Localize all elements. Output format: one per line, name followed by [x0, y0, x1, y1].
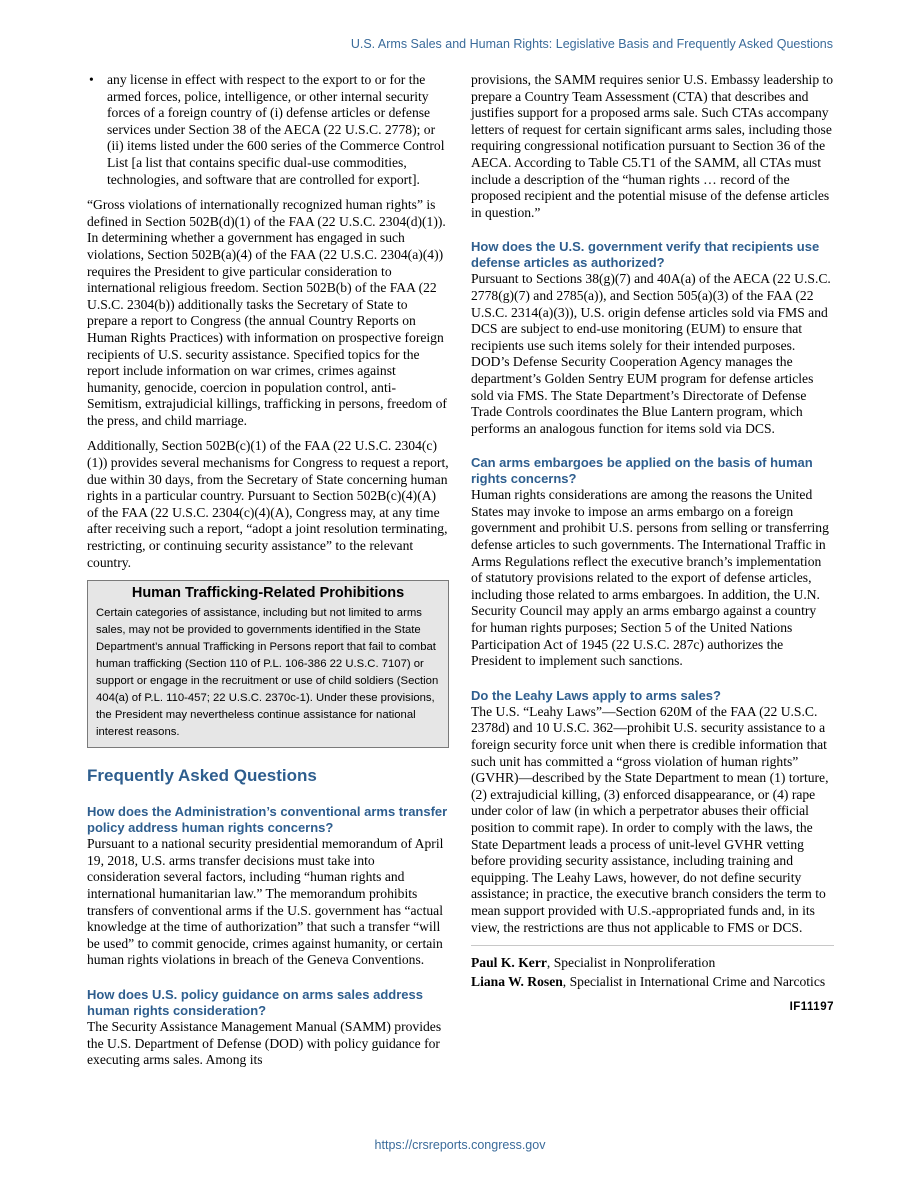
bullet-text: any license in effect with respect to the export to or for the armed forces, police, intelligence, or other internal security forces of a foreign country of (i) defense articles or defense services under Section 38 of the AECA (22 U.S.C. 2778); or (ii) items listed under the 600 series of the Commerce Control List [a list that contains specific dual-use commodities, technologies, and software that are controlled for export]. — [107, 72, 445, 187]
trafficking-sidebar-box — [87, 580, 449, 748]
answer-paragraph: The U.S. “Leahy Laws”—Section 620M of the FAA (22 U.S.C. 2378d) and 10 U.S.C. 362—prohibit U.S. security assistance to a foreign security force unit when there is credible information that such unit has committed a “gross violation of human rights” (GVHR)—described by the State Department to mean (1) torture, (2) extrajudicial killing, (3) enforced disappearance, or (4) rape under color of law (in which a perpetrator abuses their official position to commit rape). In order to comply with the laws, the State Department leads a process of unit-level GVHR vetting before providing security assistance, including training and equipping. The Leahy Laws, however, do not define security assistance; in practice, the executive branch considers the term to mean support provided with U.S.-appropriated funds and, in its view, the restrictions are thus not applicable to FMS or DCS. — [471, 703, 829, 935]
question-heading: How does U.S. policy guidance on arms sales address human rights consideration? — [87, 986, 423, 1018]
question-heading: How does the U.S. government verify that recipients use defense articles as authorized? — [471, 239, 820, 271]
bullet-item — [87, 72, 449, 188]
answer-paragraph: The Security Assistance Management Manual (SAMM) provides the U.S. Department of Defense (DOD) with policy guidance for executing arms sales. Among its — [87, 1018, 442, 1068]
author-title: , Specialist in Nonproliferation — [546, 955, 716, 971]
author-name: Paul K. Kerr — [471, 955, 547, 971]
paragraph-report-mechanisms: Additionally, Section 502B(c)(1) of the FAA (22 U.S.C. 2304(c)(1)) provides several mechanisms for Congress to request a report, due within 30 days, from the Secretary of State concerning human rights in a particular country. Pursuant to Section 502B(c)(4)(A) of the FAA (22 U.S.C. 2304(c)(4)(A), Congress may, at any time after receiving such a report, “adopt a joint resolution terminating, restricting, or continuing security assistance” to the relevant country. — [87, 438, 449, 570]
running-header: U.S. Arms Sales and Human Rights: Legislative Basis and Frequently Asked Questions — [350, 37, 833, 51]
answer-paragraph: Pursuant to a national security presidential memorandum of April 19, 2018, U.S. arms transfer decisions must take into consideration several factors, including “human rights and international humanitarian law.” The memorandum prohibits transfers of conventional arms if the U.S. government has “actual knowledge at the time of authorization” that such a transfer “will be used” to commit genocide, crimes against humanity, or certain human rights violations in breach of the Geneva Conventions. — [87, 836, 444, 968]
answer-paragraph: Pursuant to Sections 38(g)(7) and 40A(a) of the AECA (22 U.S.C. 2778(g)(7) and 2785(a)), and Section 505(a)(3) of the FAA (22 U.S.C. 2314(a)(3)), U.S. origin defense articles sold via FMS and DCS are subject to end-use monitoring (EUM) to ensure that recipients use such items solely for their intended purposes. DOD’s Defense Security Cooperation Agency manages the department’s Golden Sentry EUM program for defense articles sold via FMS. The State Department’s Directorate of Defense Trade Controls coordinates the Blue Lantern program, which performs an analogous function for items sold via DCS. — [471, 271, 831, 436]
question-heading: Do the Leahy Laws apply to arms sales? — [471, 687, 721, 703]
box-title: Human Trafficking-Related Prohibitions — [131, 585, 405, 602]
question-heading: How does the Administration’s conventional arms transfer policy address human rights concerns? — [87, 804, 448, 836]
bullet-dot-icon: • — [89, 72, 94, 87]
left-column — [87, 72, 449, 1078]
author-name: Liana W. Rosen — [471, 973, 563, 989]
answer-paragraph: Human rights considerations are among the reasons the United States may invoke to impose an arms embargo on a foreign government and prohibit U.S. persons from selling or transferring defense articles to such governments. The International Traffic in Arms Regulations reflect the executive branch’s implementation of statutory provisions related to the export of defense articles, including those related to arms embargoes. In addition, the U.N. Security Council may apply an arms embargo against a country for human rights purposes; Section 5 of the United Nations Participation Act of 1945 (22 U.S.C. 287c) authorizes the President to implement such sanctions. — [471, 487, 829, 669]
author-divider — [471, 945, 834, 946]
footer-url-link[interactable]: https://crsreports.congress.gov — [374, 1138, 546, 1152]
author-line — [471, 955, 834, 972]
author-line — [471, 974, 834, 991]
question-heading: Can arms embargoes be applied on the basis of human rights concerns? — [471, 455, 813, 487]
author-title: , Specialist in International Crime and Narcotics — [562, 973, 826, 989]
document-id: IF11197 — [789, 1001, 834, 1014]
box-body: Certain categories of assistance, including but not limited to arms sales, may not be provided to governments identified in the State Department’s annual Trafficking in Persons report that fail to combat human trafficking (Section 110 of P.L. 106-386 22 U.S.C. 7107) or support or engage in the recruitment or use of child soldiers (Section 404(a) of P.L. 110-457; 22 U.S.C. 2370c-1). Under these provisions, the President may nevertheless continue assistance for national interest reasons. — [96, 607, 439, 739]
continued-paragraph: provisions, the SAMM requires senior U.S. Embassy leadership to prepare a Country Team Assessment (CTA) that describes and justifies support for a proposed arms sale. Such CTAs accompany letters of request for certain significant arms sales, including those requiring congressional notification pursuant to Section 36 of the AECA. According to Table C5.T1 of the SAMM, all CTAs must include a description of the “human rights … record of the proposed recipient and the potential misuse of the defense articles in question.” — [471, 72, 834, 220]
paragraph-gross-violations: “Gross violations of internationally recognized human rights” is defined in Section 502B(d)(1) of the FAA (22 U.S.C. 2304(d)(1)). In determining whether a government has engaged in such violations, Section 502B(a)(4) of the FAA (22 U.S.C. 2304(a)(4)) requires the President to give particular consideration to international religious freedom. Section 502B(b) of the FAA (22 U.S.C. 2304(b)) additionally tasks the Secretary of State to prepare a report to Congress (the annual Country Reports on Human Rights Practices) with information on prospective foreign recipients of U.S. security assistance. Specified topics for the report include information on war crimes, crimes against humanity, genocide, coercion in population control, anti-Semitism, extrajudicial killings, trafficking in persons, freedom of the press, and child marriage. — [87, 197, 447, 428]
right-column — [471, 72, 834, 1013]
faq-section-title: Frequently Asked Questions — [87, 766, 317, 786]
